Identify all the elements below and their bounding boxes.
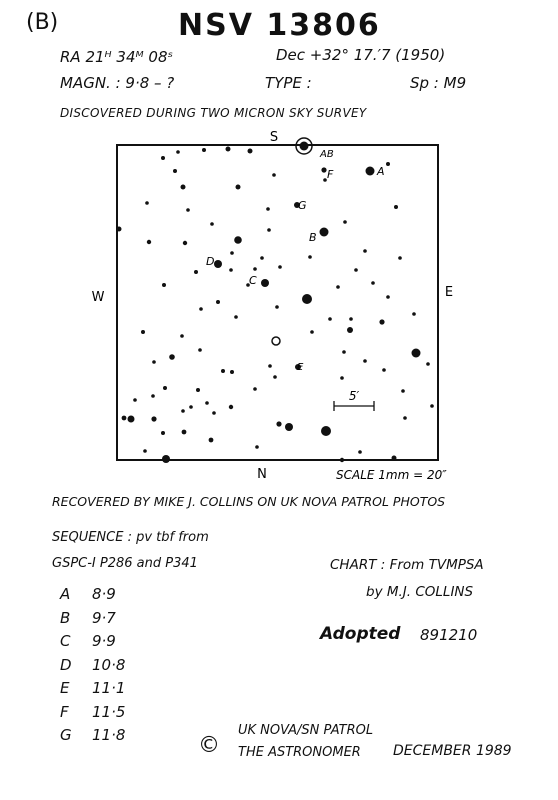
star-field (117, 142, 434, 464)
star (275, 305, 279, 309)
star (181, 185, 186, 190)
footer-publication: THE ASTRONOMER (238, 745, 361, 760)
star (386, 295, 390, 299)
sequence-source-line1: SEQUENCE : pv tbf from (52, 530, 209, 545)
star (310, 330, 314, 334)
star (358, 450, 362, 454)
star (212, 411, 216, 415)
variable-star-marker (272, 337, 280, 345)
star (371, 281, 375, 285)
sequence-source-line2: GSPC-I P286 and P341 (52, 556, 198, 571)
star (183, 241, 187, 245)
label-b: B (309, 231, 317, 244)
star (143, 449, 147, 453)
star (392, 456, 397, 461)
star (260, 256, 264, 260)
label-e: E (297, 362, 304, 373)
star (194, 270, 198, 274)
footer-patrol: UK NOVA/SN PATROL (238, 723, 374, 738)
star (320, 228, 329, 237)
star (117, 227, 122, 232)
declination: Dec +32° 17.′7 (1950) (276, 46, 446, 64)
star (161, 156, 165, 160)
chart-credit-author: by M.J. COLLINS (366, 584, 474, 600)
sequence-letter: B (60, 608, 71, 627)
label-f: F (327, 168, 334, 181)
sequence-letter: E (60, 679, 70, 697)
label-ab: AB (320, 149, 334, 160)
star (273, 375, 277, 379)
star (234, 236, 242, 244)
star (229, 405, 233, 409)
star (379, 319, 384, 324)
star (266, 207, 270, 211)
star (426, 362, 430, 366)
star (354, 268, 358, 272)
star (255, 445, 259, 449)
star (403, 416, 407, 420)
star (253, 267, 257, 271)
star (181, 409, 185, 413)
star (430, 404, 434, 408)
adopted-label: Adopted (320, 624, 401, 644)
spectral-type: Sp : M9 (410, 74, 467, 92)
star (205, 401, 209, 405)
star (182, 430, 187, 435)
page-label: (B) (26, 10, 59, 35)
star (412, 349, 421, 358)
star (162, 283, 166, 287)
star (189, 405, 193, 409)
star (151, 394, 155, 398)
star (253, 387, 257, 391)
star-title: NSV 13806 (178, 8, 381, 43)
star (261, 279, 269, 287)
scale-bar-label: 5′ (348, 389, 360, 403)
star (229, 268, 233, 272)
sequence-letter: G (60, 726, 72, 744)
sequence-mag: 10·8 (92, 655, 126, 674)
star (199, 307, 203, 311)
variable-type: TYPE : (265, 74, 312, 92)
chart-frame (117, 145, 438, 460)
sequence-mag: 11·5 (92, 702, 126, 721)
star (221, 369, 225, 373)
sequence-mag: 11·8 (92, 726, 126, 744)
chart-credit-source: CHART : From TVMPSA (330, 557, 484, 573)
discovery-note: DISCOVERED DURING TWO MICRON SKY SURVEY (60, 106, 367, 120)
footer-date: DECEMBER 1989 (393, 743, 512, 759)
copyright-icon: © (198, 733, 220, 758)
sequence-mag: 11·1 (92, 679, 126, 697)
star (162, 455, 170, 463)
star (272, 173, 276, 177)
sequence-letter: F (60, 702, 69, 721)
star (349, 317, 353, 321)
sequence-mag: 9·7 (92, 608, 116, 627)
star (145, 201, 149, 205)
star (300, 142, 309, 151)
star (173, 169, 177, 173)
star (161, 431, 165, 435)
star (163, 386, 167, 390)
star (302, 294, 312, 304)
star (386, 162, 390, 166)
star (401, 389, 405, 393)
scale-text: SCALE 1mm = 20″ (336, 468, 447, 482)
star (122, 416, 127, 421)
label-d: D (206, 255, 215, 268)
recovered-note: RECOVERED BY MIKE J. COLLINS ON UK NOVA PATROL PHOTOS (52, 494, 446, 509)
star (196, 388, 200, 392)
direction-east: E (444, 285, 454, 300)
star (141, 330, 145, 334)
star (186, 208, 190, 212)
star (347, 327, 353, 333)
sequence-letter: D (60, 655, 72, 674)
star (216, 300, 220, 304)
star (236, 185, 241, 190)
sequence-mag: 9·9 (92, 632, 116, 650)
star (308, 255, 312, 259)
star (321, 426, 331, 436)
star (276, 421, 281, 426)
label-a: A (377, 165, 385, 178)
star (198, 348, 202, 352)
star (336, 285, 340, 289)
star (248, 149, 253, 154)
star (176, 150, 180, 154)
right-ascension: RA 21ᴴ 34ᴹ 08ˢ (60, 48, 174, 66)
star (133, 398, 137, 402)
label-g: G (298, 199, 307, 212)
sequence-letter: C (60, 632, 71, 650)
direction-south: S (269, 130, 279, 145)
star (152, 360, 156, 364)
star (268, 364, 272, 368)
star (321, 167, 326, 172)
sequence-letter: A (60, 585, 71, 603)
star (278, 265, 282, 269)
star (214, 260, 222, 268)
star (366, 167, 375, 176)
star (226, 147, 231, 152)
star (342, 350, 346, 354)
star (398, 256, 402, 260)
star (128, 416, 135, 423)
label-c: C (249, 274, 257, 287)
star (363, 249, 367, 253)
direction-west: W (91, 290, 105, 305)
star (169, 354, 175, 360)
star (230, 370, 234, 374)
star (340, 458, 344, 462)
star (343, 220, 347, 224)
star (267, 228, 271, 232)
star (234, 315, 238, 319)
star (180, 334, 184, 338)
star (230, 251, 234, 255)
star (210, 222, 214, 226)
star (151, 416, 156, 421)
adopted-date: 891210 (420, 626, 478, 644)
star (382, 368, 386, 372)
star (340, 376, 344, 380)
star (328, 317, 332, 321)
direction-north: N (257, 467, 267, 482)
star (363, 359, 367, 363)
magnitude: MAGN. : 9·8 – ? (60, 74, 175, 92)
sequence-mag: 8·9 (92, 585, 116, 603)
star (412, 312, 416, 316)
star (394, 205, 398, 209)
star (147, 240, 151, 244)
star (209, 438, 214, 443)
star (285, 423, 293, 431)
star (202, 148, 206, 152)
